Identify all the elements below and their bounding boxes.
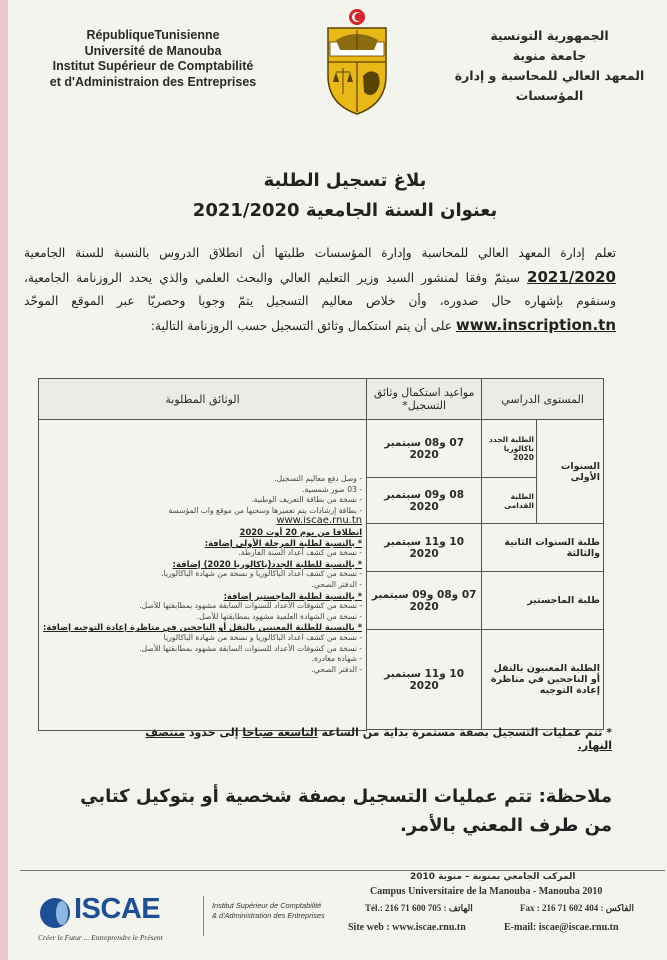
header-ar-line: المعهد العالي للمحاسبة و إدارة المؤسسات [454,68,645,103]
note: ملاحظة: تتم عمليات التسجيل بصفة شخصية أو بتوكيل كتابي من طرف المعني بالأمر. [80,786,612,836]
footnote-hour: التاسعة صباحا [242,726,318,739]
tunisia-emblem-icon [322,6,392,118]
doc-line: - نسخة من كشف أعداد السنة الفارطة. [238,548,363,558]
table-header-row [39,379,604,420]
header-fr-line: Institut Supérieur de Comptabilité [52,59,254,73]
header-fr-line: RépubliqueTunisienne [86,28,220,42]
header-fr-line: et d'Administraion des Entreprises [49,74,257,89]
footnote-end: منتصف النهار. [145,726,612,752]
footnote [120,726,612,752]
doc-link[interactable]: www.iscae.rnu.tn [276,516,363,527]
date-cell: 10 و11 سبتمبر 2020 [367,630,482,730]
doc-line: - الدفتر الصحي. [311,580,363,590]
footer-separator [203,896,204,936]
level-cell: طلبة السنوات الثانية والثالثة [482,524,604,572]
doc-line: انطلاقا من يوم 20 أوت 2020 [239,527,363,538]
date-cell: 08 و09 سبتمبر 2020 [367,478,482,524]
doc-line: - نسخة من كشف أعداد الباكالوريا و نسخة من شهادة الباكالوريا. [161,569,363,579]
date-cell: 07 و08 سبتمبر 2020 [367,420,482,478]
header-ar-line: جامعة منوبة [512,48,587,63]
title-line-1: بلاغ تسجيل الطلبة [263,170,427,191]
sublevel-returning: الطلبة القدامى [482,478,537,524]
intro-text: تعلم إدارة المعهد العالي للمحاسبة وإدارة المؤسسات طلبتها أن انطلاق الدروس بالنسبة للسنة الجامعية [24,246,616,260]
intro-text: سيتمّ وفقا لمنشور السيد وزير التعليم العالي والبحث العلمي والذي يحدد الروزنامة الجامعية، وسنقوم بإشهاره حال صدوره، وأن خلاص معاليم التسجيل يتمّ وجوبا وحصريّا عبر الموقع الموحّد [24,270,616,308]
doc-line: - 03 صور شمسية. [302,484,363,494]
registration-schedule-table [38,378,604,731]
doc-line: - نسخة من الشهادة العلمية مشهود بمطابقتها للأصل. [196,611,363,621]
required-documents [39,420,367,731]
doc-heading: * بالنسبة للطلبة الجدد(باكالوريا 2020) إضافة: [172,558,363,569]
doc-line: - الدفتر الصحي. [311,664,363,674]
header-fr-line: Université de Manouba [84,43,222,58]
intro-paragraph [24,242,616,338]
iscae-logo: ISCAE [74,893,161,925]
header-docs: الوثائق المطلوبة [39,379,367,420]
phone-number: Tél.: 216 71 600 705 : الهاتف [365,903,473,913]
header-arabic [442,26,657,106]
institute-line: & d'Administration des Entreprises [212,911,325,920]
email-link[interactable]: E-mail: iscae@iscae.rnu.tn [504,922,619,933]
sublevel-new: الطلبة الجدد باكالوريا 2020 [482,420,537,478]
level-cell: الطلبة المعنيون بالنقل أو الناجحين في مناظرة إعادة التوجيه [482,630,604,730]
footnote-text: * تتم عمليات التسجيل بصفة مستمرة بداية من الساعة [321,726,612,739]
header-dates: مواعيد استكمال وثائق التسجيل* [367,379,482,420]
campus-address: Campus Universitaire de la Manouba - Manouba 2010 [370,886,603,897]
doc-line: - نسخة من كشف أعداد الباكالوريا و نسخة من شهادة الباكالوريا [163,633,363,643]
doc-line: - نسخة من كشوفات الأعداد للسنوات السابقة مشهود بمطابقتها للأصل. [139,643,363,653]
fax-number: Fax : 216 71 602 404 : الفاكس [520,903,635,913]
page-edge [0,0,8,960]
level-cell: طلبة الماجستير [482,572,604,630]
doc-heading: * بالنسبة للطلبة المعنيين بالنقل أو الناجحين في مناظرة إعادة التوجيه إضافة: [43,622,363,633]
doc-line: - شهادة مغادرة. [311,654,363,664]
level-first-year: السنوات الأولى [537,420,604,524]
date-cell: 10 و11 سبتمبر 2020 [367,524,482,572]
table-row [39,420,604,478]
website-link[interactable]: Site web : www.iscae.rnu.tn [348,922,466,933]
title-line-2: بعنوان السنة الجامعية 2021/2020 [192,200,498,221]
header-french [28,28,278,90]
inscription-link[interactable]: www.inscription.tn [455,315,616,334]
logo-tagline: Créer le Futur ... Entreprendre le Présent [38,933,163,942]
intro-text: على أن يتم استكمال وثائق التسجيل حسب الروزنامة التالية: [150,318,453,333]
header-level: المستوى الدراسي [482,379,604,420]
doc-heading: * بالنسبة لطلبة المرحلة الأولى إضافة: [204,537,363,548]
doc-heading: * بالنسبة لطلبة الماجستير إضافة: [223,590,363,601]
institute-line: Institut Supérieur de Comptabilité [212,901,322,910]
address-arabic: المركب الجامعي بمنوبة – منوبة 2010 [410,872,576,882]
announcement-title [150,166,540,226]
footnote-text: إلى حدود [188,726,239,739]
iscae-globe-icon [40,898,70,928]
date-cell: 07 و08 و09 سبتمبر 2020 [367,572,482,630]
academic-year: 2021/2020 [527,267,616,286]
footer-divider [20,870,665,871]
institute-name [212,901,325,921]
doc-line: - وصل دفع معاليم التسجيل. [274,474,363,484]
doc-line: - نسخة من بطاقة التعريف الوطنية. [251,495,363,505]
header-ar-line: الجمهورية التونسية [490,28,609,43]
doc-line: - بطاقة إرشادات يتم تعميرها وسحبها من موقع واب المؤسسة [168,505,363,515]
doc-line: - نسخة من كشوفات الأعداد للسنوات السابقة مشهود بمطابقتها للأصل. [139,601,363,611]
